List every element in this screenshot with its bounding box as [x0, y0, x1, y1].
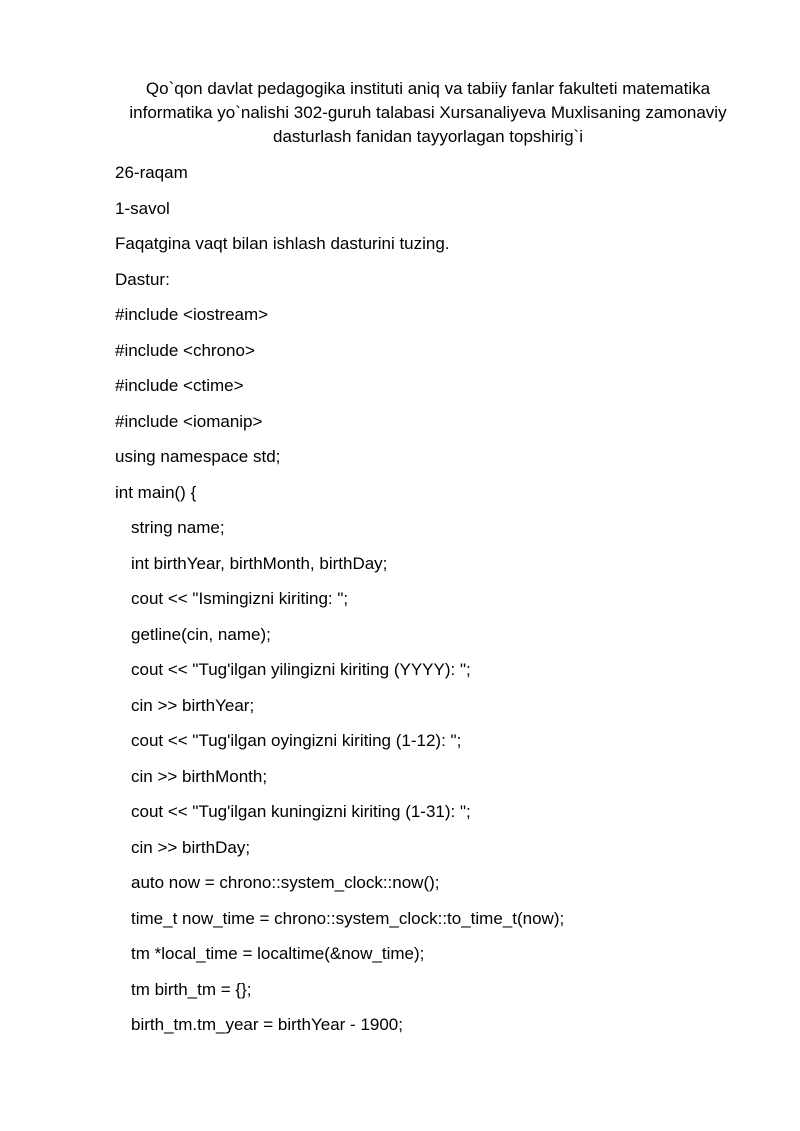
code-line: time_t now_time = chrono::system_clock::to_time_t(now); [131, 908, 565, 928]
code-line: cin >> birthDay; [131, 837, 251, 857]
code-line: cout << "Ismingizni kiriting: "; [131, 589, 349, 608]
code-line: cout << "Tug'ilgan kuningizni kiriting (1-31): "; [131, 802, 471, 821]
code-line: cout << "Tug'ilgan yilingizni kiriting (YYYY): "; [131, 660, 471, 679]
document-title: Qo`qon davlat pedagogika instituti aniq va tabiiy fanlar fakulteti matematika informatika yo`nalishi 302-guruh talabasi Xursanaliyeva Muxlisaning zamonaviy dasturlash fanidan tayyorlagan topshirig`i [129, 79, 727, 146]
code-line: tm *local_time = localtime(&now_time); [131, 944, 425, 963]
code-line: #include <ctime> [115, 376, 244, 395]
program-label: Dastur: [115, 269, 170, 289]
code-line: cin >> birthMonth; [131, 766, 268, 786]
task-text: Faqatgina vaqt bilan ishlash dasturini tuzing. [115, 234, 450, 253]
code-line: using namespace std; [115, 447, 281, 466]
code-line: int main() { [115, 482, 197, 502]
code-line: int birthYear, birthMonth, birthDay; [131, 553, 388, 573]
question-label: 1-savol [115, 198, 170, 218]
document-body [115, 162, 775, 1050]
code-line: cin >> birthYear; [131, 695, 255, 715]
code-line: #include <iostream> [115, 305, 269, 324]
code-line: #include <iomanip> [115, 411, 263, 431]
code-line: birth_tm.tm_year = birthYear - 1900; [131, 1015, 403, 1034]
code-line: cout << "Tug'ilgan oyingizni kiriting (1-12): "; [131, 731, 462, 750]
code-line: #include <chrono> [115, 340, 255, 360]
code-line: auto now = chrono::system_clock::now(); [131, 873, 440, 892]
code-line: tm birth_tm = {}; [131, 979, 252, 999]
code-line: string name; [131, 518, 225, 537]
code-line: getline(cin, name); [131, 624, 271, 644]
assignment-number: 26-raqam [115, 163, 188, 182]
